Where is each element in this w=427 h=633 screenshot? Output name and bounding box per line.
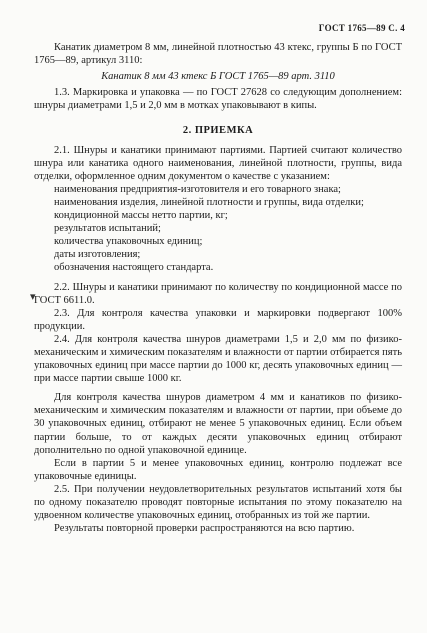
paragraph-2-5: 2.5. При получении неудовлетворительных результатов испытаний хотя бы по одному показателю проводят повторные испытания по этому показателю на удвоенном количестве упаковочных единиц, отобранных из той же партии. <box>34 483 402 522</box>
paragraph-2-2: 2.2. Шнуры и канатики принимают по количеству по кондиционной массе по ГОСТ 6611.0. <box>34 281 402 306</box>
document-body <box>34 41 402 535</box>
margin-mark: ▾ <box>30 291 36 303</box>
list-item: результатов испытаний; <box>54 223 161 235</box>
page-header: ГОСТ 1765—89 С. 4 <box>318 23 405 33</box>
list-item: даты изготовления; <box>54 249 141 261</box>
list-item: обозначения настоящего стандарта. <box>54 262 214 274</box>
list-item: количества упаковочных единиц; <box>54 236 203 248</box>
paragraph-2-4: 2.4. Для контроля качества шнуров диаметрами 1,5 и 2,0 мм по физико-механическим и химическим показателям и влажности от партии отбирается пять упаковочных единиц при массе партии до 1000 кг, десять упаковочных единиц — при массе партии свыше 1000 кг. <box>34 333 402 385</box>
list-item: наименования изделия, линейной плотности и группы, вида отделки; <box>54 196 364 208</box>
paragraph-2-3: 2.3. Для контроля качества упаковки и маркировки подвергают 100% продукции. <box>34 307 402 332</box>
list-item: кондиционной массы нетто партии, кг; <box>54 210 228 222</box>
section-title: 2. ПРИЕМКА <box>182 125 254 137</box>
paragraph-2-5b: Результаты повторной проверки распространяются на всю партию. <box>54 523 355 535</box>
paragraph-2-1: 2.1. Шнуры и канатики принимают партиями. Партией считают количество шнура или канатика одного наименования, линейной плотности, группы, вида отделки, оформленное одним документом о качестве с указанием: <box>34 144 402 182</box>
list-item: наименования предприятия-изготовителя и его товарного знака; <box>54 183 341 195</box>
paragraph-1-3: 1.3. Маркировка и упаковка — по ГОСТ 27628 со следующим дополнением: шнуры диаметрами 1,5 и 2,0 мм в мотках упаковывают в кипы. <box>34 87 402 112</box>
paragraph-2-4b: Для контроля качества шнуров диаметром 4 мм и канатиков по физико-механическим и химическим показателям и влажности от партии, при объеме до 30 упаковочных единиц, отбирают не менее 5 упаковочных единиц. Если объем партии больше, то от каждых десяти упаковочных единиц отбирают дополнительно по одной упаковочной единице. <box>34 392 402 456</box>
paragraph-2-4c: Если в партии 5 и менее упаковочных единиц, контролю подлежат все упаковочные единицы. <box>34 457 402 482</box>
example-designation: Канатик 8 мм 43 ктекс Б ГОСТ 1765—89 арт. 3110 <box>101 71 335 83</box>
paragraph-1: Канатик диаметром 8 мм, линейной плотностью 43 ктекс, группы Б по ГОСТ 1765—89, артикул 3110: <box>34 42 402 67</box>
